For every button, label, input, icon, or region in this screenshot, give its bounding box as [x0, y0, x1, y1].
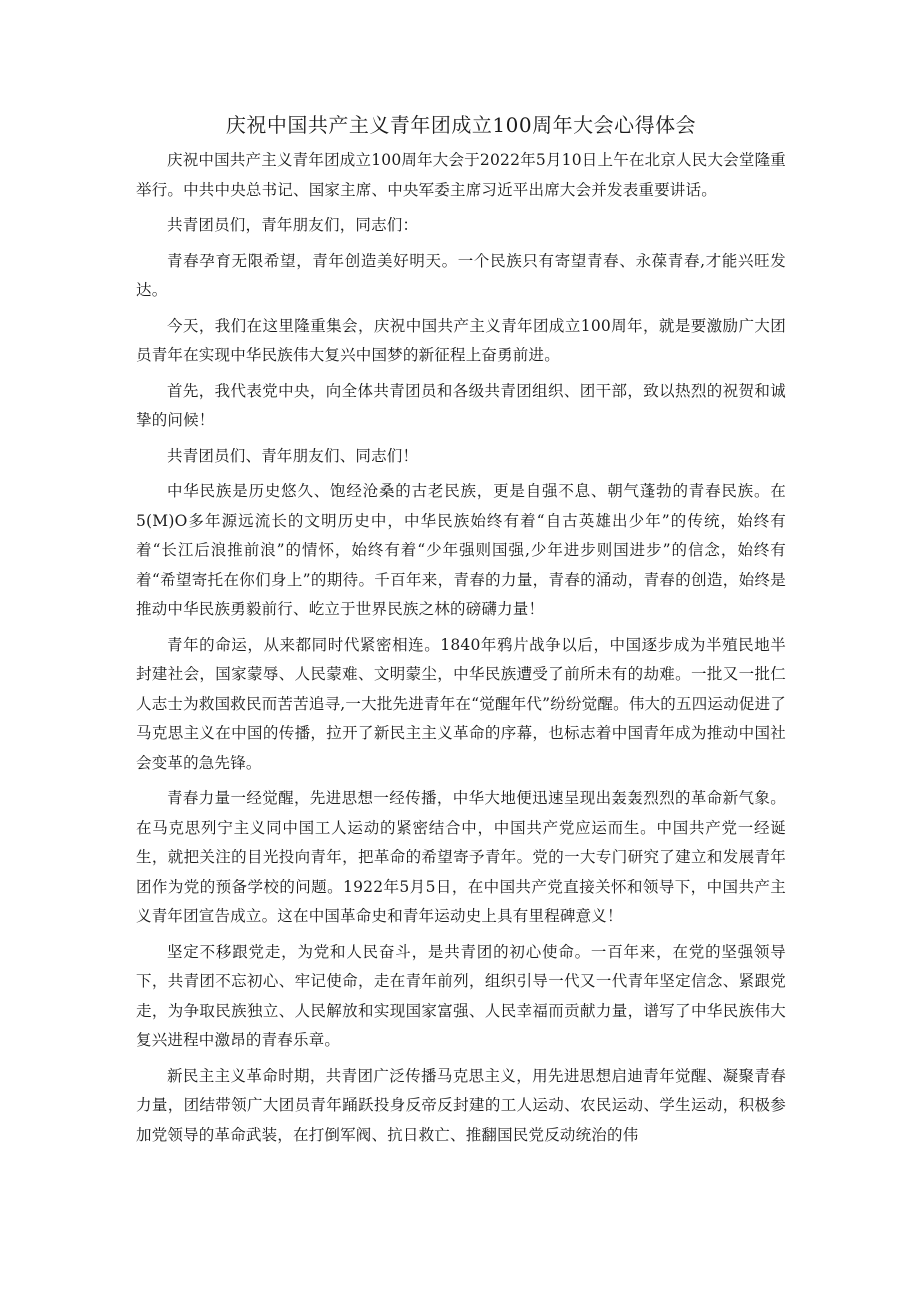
paragraph: 坚定不移跟党走，为党和人民奋斗，是共青团的初心使命。一百年来，在党的坚强领导下，共青团不忘初心、牢记使命，走在青年前列，组织引导一代又一代青年坚定信念、紧跟党走，为争取民族独立、人民解放和实现国家富强、人民幸福而贡献力量，谱写了中华民族伟大复兴进程中激昂的青春乐章。 [136, 942, 786, 1049]
document-title: 庆祝中国共产主义青年团成立100周年大会心得体会 [225, 113, 697, 137]
paragraph: 青春力量一经觉醒，先进思想一经传播，中华大地便迅速呈现出轰轰烈烈的革命新气象。在马克思列宁主义同中国工人运动的紧密结合中，中国共产党应运而生。中国共产党一经诞生，就把关注的目光投向青年，把革命的希望寄予青年。党的一大专门研究了建立和发展青年团作为党的预备学校的问题。1922年5月5日，在中国共产党直接关怀和领导下，中国共产主义青年团宣告成立。这在中国革命史和青年运动史上具有里程碑意义！ [136, 789, 786, 925]
paragraph: 青年的命运，从来都同时代紧密相连。1840年鸦片战争以后，中国逐步成为半殖民地半封建社会，国家蒙辱、人民蒙难、文明蒙尘，中华民族遭受了前所未有的劫难。一批又一批仁人志士为救国救民而苦苦追寻,一大批先进青年在“觉醒年代”纷纷觉醒。伟大的五四运动促进了马克思主义在中国的传播，拉开了新民主主义革命的序幕，也标志着中国青年成为推动中国社会变革的急先锋。 [136, 635, 786, 772]
paragraph: 共青团员们、青年朋友们、同志们！ [167, 446, 419, 465]
paragraph: 青春孕育无限希望，青年创造美好明天。一个民族只有寄望青春、永葆青春,才能兴旺发达。 [136, 251, 786, 299]
document-page [136, 108, 786, 1156]
paragraph: 新民主主义革命时期，共青团广泛传播马克思主义，用先进思想启迪青年觉醒、凝聚青春力量，团结带领广大团员青年踊跃投身反帝反封建的工人运动、农民运动、学生运动，积极参加党领导的革命武装，在打倒军阀、抗日救亡、推翻国民党反动统治的伟 [136, 1066, 786, 1144]
paragraph: 中华民族是历史悠久、饱经沧桑的古老民族，更是自强不息、朝气蓬勃的青春民族。在5(M)O多年源远流长的文明历史中，中华民族始终有着“自古英雄出少年”的传统，始终有着“长江后浪推前浪”的情怀，始终有着“少年强则国强,少年进步则国进步”的信念，始终有着“希望寄托在你们身上”的期待。千百年来，青春的力量，青春的涌动，青春的创造，始终是推动中华民族勇毅前行、屹立于世界民族之林的磅礴力量！ [136, 482, 786, 618]
paragraph: 共青团员们，青年朋友们，同志们： [167, 216, 419, 234]
paragraph: 庆祝中国共产主义青年团成立100周年大会于2022年5月10日上午在北京人民大会堂隆重举行。中共中央总书记、国家主席、中央军委主席习近平出席大会并发表重要讲话。 [136, 151, 786, 199]
paragraph: 今天，我们在这里隆重集会，庆祝中国共产主义青年团成立100周年，就是要激励广大团员青年在实现中华民族伟大复兴中国梦的新征程上奋勇前进。 [136, 316, 786, 364]
paragraph: 首先，我代表党中央，向全体共青团员和各级共青团组织、团干部，致以热烈的祝贺和诚挚的问候！ [136, 381, 786, 429]
